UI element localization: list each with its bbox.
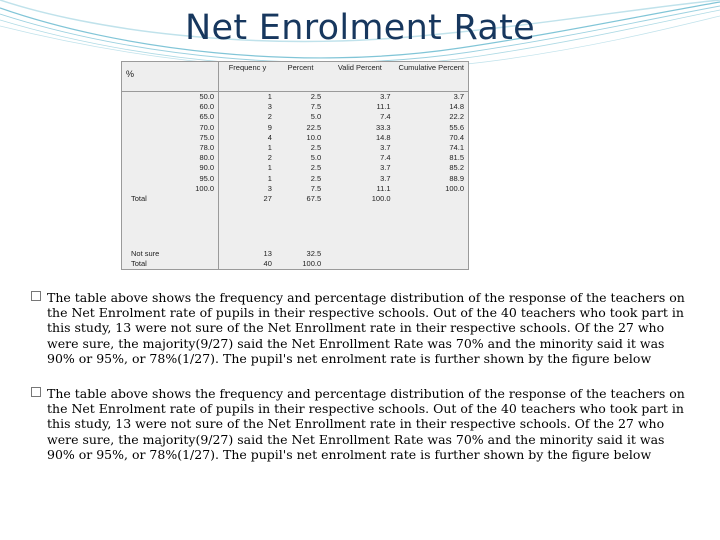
table-cell: 33.3 (375, 122, 391, 132)
table-spacer-cell (276, 204, 325, 248)
table-spacer-row (122, 204, 468, 248)
table-cell: 14.8 (449, 102, 464, 112)
table-cell: 14.8 (375, 132, 391, 142)
table-spacer-cell (219, 204, 276, 248)
table-row (122, 153, 468, 163)
table-row (122, 194, 468, 204)
table-row (122, 163, 468, 173)
row-label-cell: Total (131, 194, 147, 204)
table-cell: 3 (219, 184, 276, 194)
table-spacer-cell (122, 204, 219, 248)
row-label-cell: Not sure (131, 248, 160, 258)
column-header: Frequenc y (219, 62, 276, 92)
table-cell: 4 (219, 133, 276, 143)
table-cell: 3.7 (380, 163, 391, 173)
table-row (122, 143, 468, 153)
table-cell: 7.5 (310, 102, 322, 112)
paragraph-text: The table above shows the frequency and percentage distribution of the response of the teachers on the Net Enrolment rate of pupils in their respective schools. Out of the 40 teachers who took part in this study, 13 were not sure of the Net Enrollment rate in their respective schools. Of the 27 who were sure, the majority(9/27) said the Net Enrollment Rate was 70% and the minority said it was 90% or 95%, or 78%(1/27). The pupil's net enrolment rate is further shown by the figure below (47, 290, 685, 366)
table-cell (395, 259, 468, 269)
table-spacer-cell (395, 204, 468, 248)
table-cell: 100.0 (445, 183, 464, 193)
table-cell: 1 (219, 174, 276, 184)
table-cell (325, 249, 394, 259)
row-label-cell: 95.0 (199, 173, 215, 183)
table-cell: 27 (219, 194, 276, 204)
table-cell: 7.4 (380, 153, 391, 163)
table-cell: 22.5 (306, 122, 322, 132)
table-cell: 11.1 (376, 183, 391, 193)
table-cell: 70.4 (449, 132, 464, 142)
table-cell: 22.2 (449, 112, 464, 122)
column-header: % (122, 62, 219, 92)
table-cell (395, 194, 468, 204)
slide-title: Net Enrolment Rate (185, 8, 535, 48)
table-cell: 2.5 (310, 163, 322, 173)
table-cell: 85.2 (449, 163, 464, 173)
row-label-cell: 75.0 (199, 132, 215, 142)
column-header: Percent (276, 62, 325, 92)
row-label-cell: 100.0 (195, 183, 215, 193)
column-header: Valid Percent (325, 62, 394, 92)
table-cell: 40 (219, 259, 276, 269)
table-cell: 1 (219, 143, 276, 153)
table-cell: 13 (219, 249, 276, 259)
table-cell: 5.0 (310, 153, 322, 163)
table-cell: 100.0 (302, 258, 322, 268)
table-cell: 2 (219, 112, 276, 122)
table-row (122, 92, 468, 103)
square-bullet-icon (31, 291, 41, 301)
table-cell: 3 (219, 102, 276, 112)
table-row (122, 259, 468, 269)
row-label-cell: 80.0 (199, 153, 215, 163)
table-cell: 2.5 (310, 92, 322, 101)
table-cell: 3.7 (380, 143, 391, 153)
table-cell: 10.0 (306, 132, 322, 142)
table-cell: 9 (219, 123, 276, 133)
table-cell: 3.7 (380, 92, 391, 101)
frequency-table (121, 61, 469, 270)
paragraph-2 (47, 386, 687, 462)
paragraph-text: The table above shows the frequency and percentage distribution of the response of the teachers on the Net Enrolment rate of pupils in their respective schools. Out of the 40 teachers who took part in this study, 13 were not sure of the Net Enrollment rate in their respective schools. Of the 27 who were sure, the majority(9/27) said the Net Enrollment Rate was 70% and the minority said it was 90% or 95%, or 78%(1/27). The pupil's net enrolment rate is further shown by the figure below (47, 386, 685, 462)
table-cell: 2 (219, 153, 276, 163)
table-cell: 3.7 (380, 173, 391, 183)
table-cell: 11.1 (376, 102, 391, 112)
table-row (122, 123, 468, 133)
table-spacer-cell (325, 204, 394, 248)
square-bullet-icon (31, 387, 41, 397)
table-cell: 100.0 (371, 194, 391, 204)
table-cell: 7.5 (310, 183, 322, 193)
row-label-cell: 60.0 (199, 102, 215, 112)
table-cell: 2.5 (310, 173, 322, 183)
row-label-cell: 90.0 (199, 163, 215, 173)
table-cell: 55.6 (449, 122, 464, 132)
table-row (122, 174, 468, 184)
table-row (122, 249, 468, 259)
table-cell: 81.5 (449, 153, 464, 163)
table-cell (325, 259, 394, 269)
row-label-cell: 70.0 (199, 122, 215, 132)
table-cell: 2.5 (310, 143, 322, 153)
column-header: Cumulative Percent (395, 62, 468, 92)
table-cell: 3.7 (453, 92, 464, 101)
table-cell (395, 249, 468, 259)
table-cell: 88.9 (449, 173, 464, 183)
row-label-cell: 50.0 (199, 92, 215, 101)
table-cell: 1 (219, 163, 276, 173)
frequency-table-grid (122, 62, 468, 269)
table-cell: 32.5 (306, 248, 322, 258)
table-row (122, 133, 468, 143)
table-cell: 1 (219, 92, 276, 103)
row-label-cell: 65.0 (199, 112, 215, 122)
table-cell: 7.4 (380, 112, 391, 122)
table-row (122, 102, 468, 112)
table-row (122, 112, 468, 122)
paragraph-1 (47, 290, 687, 366)
table-header-row (122, 62, 468, 92)
table-row (122, 184, 468, 194)
table-cell: 74.1 (449, 143, 464, 153)
table-cell: 5.0 (310, 112, 322, 122)
row-label-cell: Total (131, 258, 147, 268)
row-label-cell: 78.0 (199, 143, 215, 153)
table-cell: 67.5 (306, 194, 322, 204)
